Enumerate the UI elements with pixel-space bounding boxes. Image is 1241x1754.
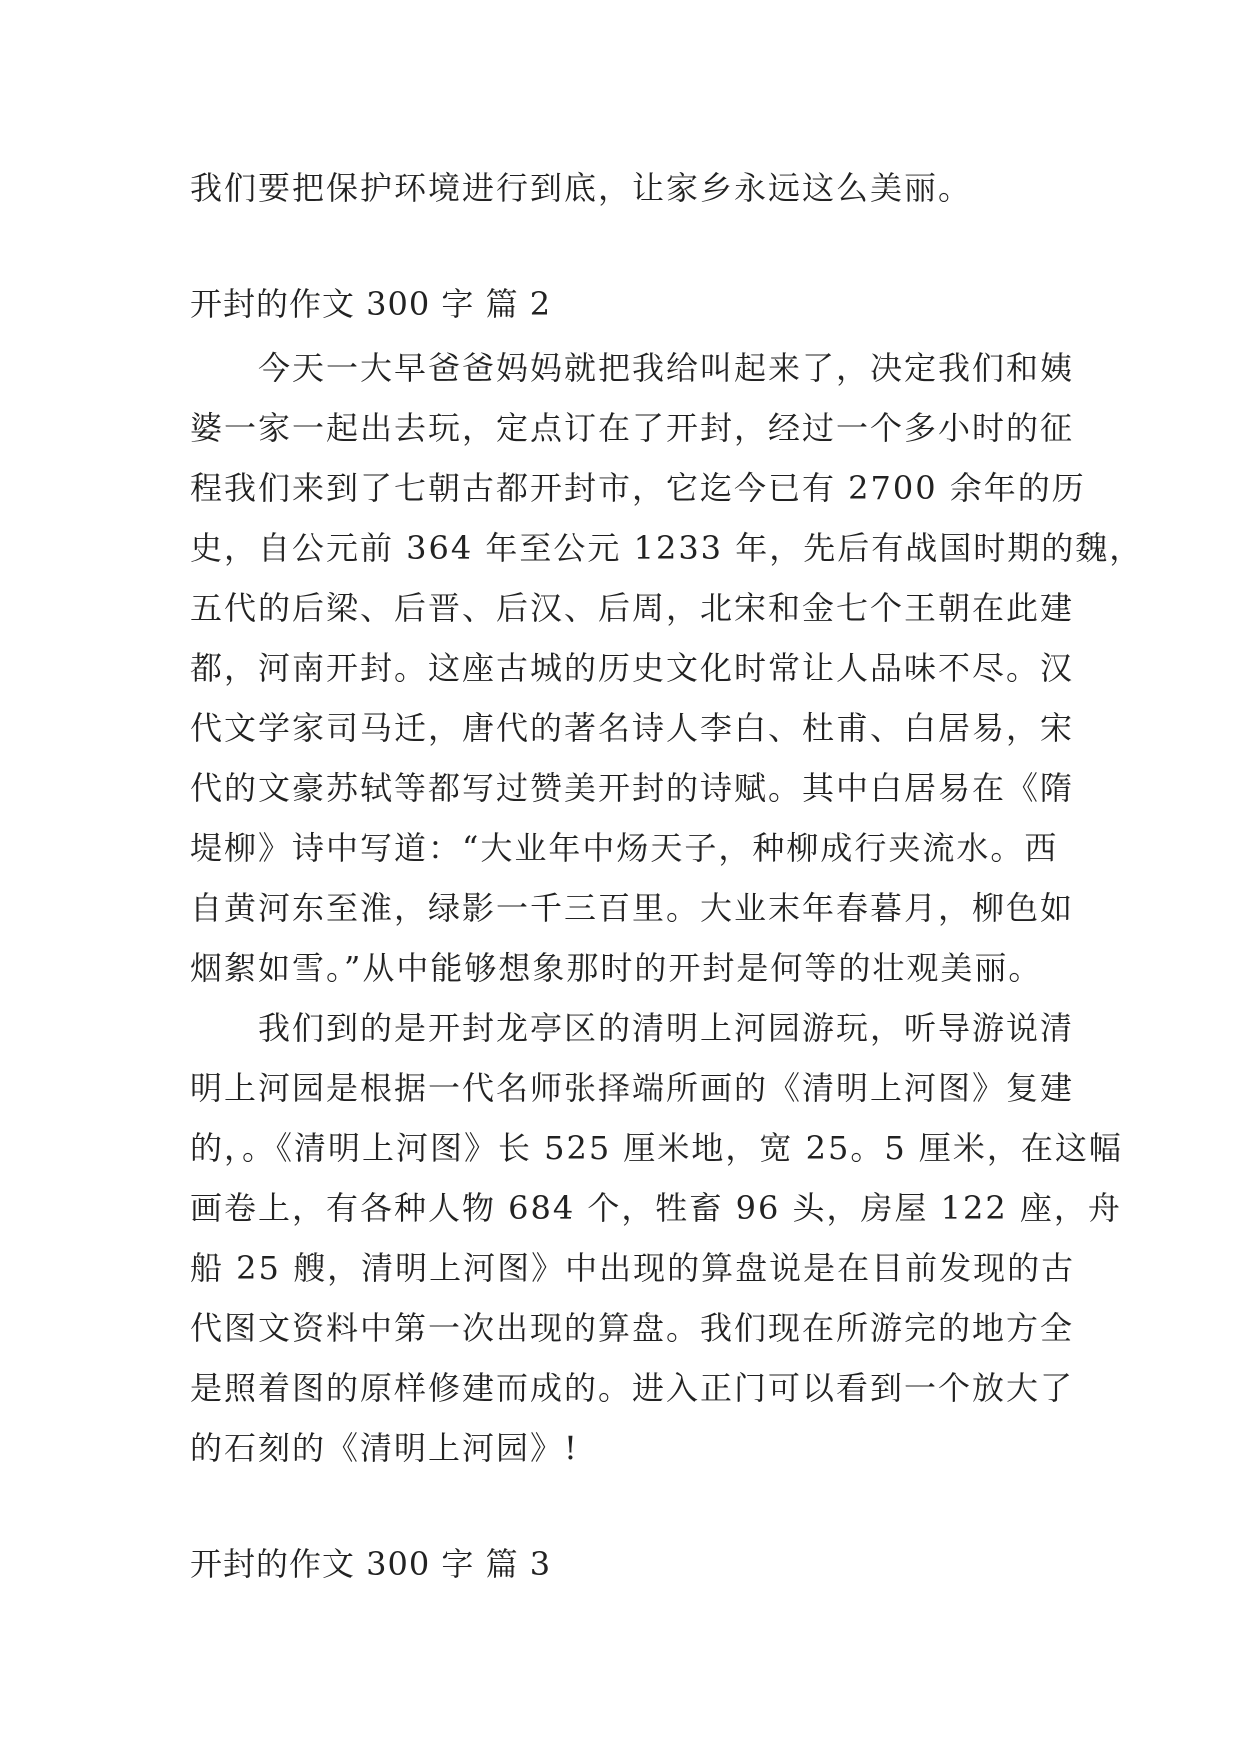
paragraph-line: 画卷上，有各种人物 684 个，牲畜 96 头，房屋 122 座，舟 [190, 1189, 1122, 1227]
paragraph-line: 我们到的是开封龙亭区的清明上河园游玩，听导游说清 [190, 1009, 1075, 1047]
paragraph-line: 是照着图的原样修建而成的。进入正门可以看到一个放大了 [190, 1369, 1075, 1407]
section-heading-2: 开封的作文 300 字 篇 2 [190, 285, 552, 323]
paragraph-line: 今天一大早爸爸妈妈就把我给叫起来了，决定我们和姨 [190, 349, 1075, 387]
paragraph-line: 代的文豪苏轼等都写过赞美开封的诗赋。其中白居易在《隋 [190, 769, 1075, 807]
paragraph-line: 五代的后梁、后晋、后汉、后周，北宋和金七个王朝在此建 [190, 589, 1075, 627]
paragraph-line: 明上河园是根据一代名师张择端所画的《清明上河图》复建 [190, 1069, 1075, 1107]
paragraph-line: 史，自公元前 364 年至公元 1233 年，先后有战国时期的魏， [190, 529, 1144, 567]
paragraph-line: 程我们来到了七朝古都开封市，它迄今已有 2700 余年的历 [190, 469, 1086, 507]
paragraph-1 [190, 338, 1144, 998]
paragraph-line: 的，。《清明上河图》长 525 厘米地，宽 25。5 厘米，在这幅 [190, 1129, 1123, 1167]
document-body [190, 158, 1144, 1598]
paragraph-line: 自黄河东至淮，绿影一千三百里。大业末年春暮月，柳色如 [190, 889, 1075, 927]
spacer [190, 1478, 1070, 1530]
paragraph-line: 婆一家一起出去玩，定点订在了开封，经过一个多小时的征 [190, 409, 1075, 447]
paragraph-2 [190, 998, 1123, 1478]
paragraph-line: 堤柳》诗中写道：“大业年中炀天子，种柳成行夹流水。西 [190, 829, 1059, 867]
spacer [190, 218, 1070, 270]
paragraph-line: 都，河南开封。这座古城的历史文化时常让人品味不尽。汉 [190, 649, 1075, 687]
paragraph-line: 船 25 艘，清明上河图》中出现的算盘说是在目前发现的古 [190, 1249, 1076, 1287]
intro-line: 我们要把保护环境进行到底，让家乡永远这么美丽。 [190, 169, 973, 207]
paragraph-line: 的石刻的《清明上河园》! [190, 1429, 579, 1467]
paragraph-line: 代图文资料中第一次出现的算盘。我们现在所游完的地方全 [190, 1309, 1075, 1347]
section-heading-3: 开封的作文 300 字 篇 3 [190, 1545, 552, 1583]
paragraph-line: 代文学家司马迁，唐代的著名诗人李白、杜甫、白居易，宋 [190, 709, 1075, 747]
paragraph-line: 烟絮如雪。”从中能够想象那时的开封是何等的壮观美丽。 [190, 949, 1043, 987]
